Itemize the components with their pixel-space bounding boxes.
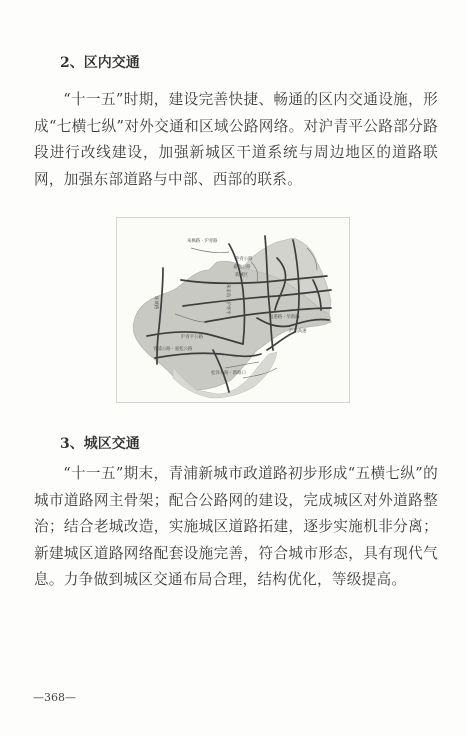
map-label-middle-left: 沪青平公路: [181, 335, 203, 340]
section-heading-urban-traffic: 3、城区交通: [60, 436, 140, 452]
map-label-left-vertical: 环城路: [153, 296, 158, 310]
map-label-bottom: 松泽公路 · 新路口: [211, 371, 246, 376]
paragraph-district-traffic: “十一五”时期，建设完善快捷、畅通的区内交通设施，形成“七横七纵”对外交通和区域公路网络。对沪青平公路部分路段进行改线建设，加强新城区干道系统与周边地区的道路联网，加强东部道路与中部、西部的联系。: [34, 91, 438, 188]
map-label-upper-right: 外青公路: [235, 257, 253, 262]
map-label-lower-center: 青浦公路 · 嘉松公路: [153, 347, 193, 352]
map-label-center-1: 嘉松公路: [233, 265, 251, 270]
page-number: —368—: [33, 691, 76, 704]
map-label-center-2: 新城区: [235, 273, 249, 278]
map-label-right-1: 盈港路 · 华新路: [269, 315, 300, 320]
map-label-vertical: 朱家角 · 沪青平: [225, 284, 230, 315]
section-heading-district-traffic: 2、区内交通: [60, 55, 140, 71]
map-label-top: 朱枫路 · 沪青路: [187, 239, 218, 244]
paragraph-urban-traffic: “十一五”期末，青浦新城市政道路初步形成“五横七纵”的城市道路网主骨架；配合公路网的建设，完成城区对外道路整治；结合老城改造，实施城区道路拓建，逐步实施机非分离；新建城区道路网络配套设施完善，符合城市形态，具有现代气息。力争做到城区交通布局合理，结构优化，等级提高。: [34, 465, 438, 588]
road-network-map: [116, 217, 350, 403]
map-label-right-2: 沪渝高速: [289, 329, 307, 334]
